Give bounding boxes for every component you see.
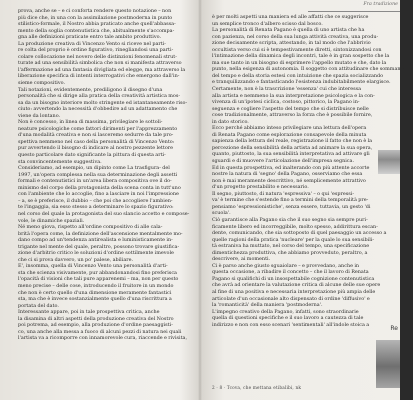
text-line: l'intimazione della dinamica degli incontri, tale è in gran sospetto che la — [212, 53, 390, 60]
text-line: prova, anche se – e ci conforta rendere questo notazione – non — [18, 8, 172, 14]
text-line: in dato storico. — [212, 118, 249, 125]
text-line: trigante nel mente del quale, peraltro, possono trovare giustifica- — [18, 243, 180, 250]
text-line: tà estraniva ha muttato, nel corso del tempo, una specificazione — [212, 243, 370, 250]
text-line: del tempo e della storia estesi con intuizione che spazia socializzando — [212, 72, 384, 79]
text-line: stilistico-formale, il Nostro abbia praticato anche quell'abbassa- — [18, 21, 176, 28]
text-line: Consideriamo, ad esempio, un dipinto come La trasfigura- del — [18, 165, 170, 172]
text-line: 1997, un'opera complessa nella sua determinazione degli assetti — [18, 171, 178, 178]
text-line: punto, nella esigenza di autonomia. Il soggetto con attitudinare che sommamente — [212, 66, 413, 73]
text-line: colare collocazione nel novero delle distinzioni fenomenali strut- — [18, 53, 177, 60]
text-line: con pazienza, nel corso della sua lunga attività creativa, una produ- — [212, 33, 379, 40]
text-line: poi potrema, ad esempio, alla produzione d'ordine paesaggisti- — [18, 322, 173, 329]
text-line: Interessante appare, poi in tale prospettiva critica, anche — [18, 309, 160, 316]
text-line: pur avvertendo il bisogno di indicare al nostro pezzente lettore — [18, 145, 174, 152]
text-line: Il segno, piuttosto, di natura 'espressiva' – o qui 'espressi- — [212, 190, 354, 197]
text-line: personalità che si dirige alla pratica della creatività artistica mos- — [18, 93, 181, 100]
text-line: sieme compositivo. — [18, 80, 66, 87]
text-line: è per molti aspetti una maniera ed alle affatti che ce suggerisce — [212, 14, 369, 20]
text-line: minismo del corpo della protagonista della scena conta in tutt'uno — [18, 184, 181, 191]
text-line: spettiva nemmeno nel caso della personalità di Vincenzo Vento: — [18, 138, 175, 145]
text-line: che avrà ad orientare la valutazione critica di alcune delle sue opere — [212, 282, 381, 289]
text-line: ciuto: avvertendo la necessità d'obbedire ad un adattamento che — [18, 106, 178, 113]
text-line: l'opacità di visioni che tali pure apparenemi – ma, non per questo — [18, 276, 179, 283]
text-line: un semplice tronco d'albero scisso dal bosco. — [212, 20, 323, 27]
text-line: questa occasione, a ribadire il concetto – che il lavoro di Renata — [212, 269, 369, 276]
text-line: di Renata Pagano come esplorazione consapevole della minuta — [212, 131, 367, 138]
text-line: Ci è parso anche giusto sguaiolare – e provvedano, anche in — [212, 262, 360, 269]
photo-caption: Re — [390, 325, 398, 332]
text-line: zione d'arbitrio critico le soluzioni d'ordine sottilmente imevole — [18, 250, 174, 257]
text-line: questo particolare dato significante la pittura di questa arti- — [18, 152, 166, 159]
text-line: e tranquilizzando e fantasticando l'esistenza indubitabilmente elargisce. — [212, 79, 391, 86]
text-line: va' è termine che s'estende fino a termini della temporalità pre- — [212, 197, 369, 204]
text-line: Pagano si qualifichi di un insospettabile cognizione contenutistica — [212, 275, 375, 282]
photo-thumbnail-top — [378, 150, 400, 174]
text-line: Ecco perché abbiamo inteso privilegiare una lettura dell'opera — [212, 125, 367, 132]
text-line: sguardi e di muovere l'articolazione dell'impresa segnica. — [212, 158, 355, 165]
text-line: viene da lontano. — [18, 112, 61, 119]
text-line: zione decisamente scripta, attestando, in tal modo che l'abbrivio — [212, 40, 371, 47]
text-line: nostre la natura di 'segno' della Pagano, osserviamo che essa — [212, 171, 363, 178]
text-line: te l'ingaggia, sia esso stesso a determinare lo spazio figurativo: — [18, 204, 174, 211]
text-line: seguenza e cogliere l'aspetto del tempo che si distribuisce nelle — [212, 105, 369, 112]
text-line: Certamente, non è la trascrizione 'essenza' cui che interessa — [212, 86, 362, 93]
text-line: più dice che, in una con la assimilazione postmoderna in punto — [18, 14, 173, 21]
text-line: la 'romanticità' della maniera 'postmoderna'. — [212, 302, 323, 309]
text-line: ma sue tanto in un bisogno di esprimere l'appello mutato e che, dato la — [212, 59, 387, 66]
text-line: sta, ma che è invece sostanzialmente quello d'una riscrittura a — [18, 296, 172, 303]
text-line: meno precise – delle cose, introducendo il fruitore in un mondo — [18, 282, 174, 289]
text-line: percezione della sensibilità della artista ad animare la sua opera, — [212, 144, 373, 151]
text-line: d'una modalità creativa e non si lasceremo sedurre da tale pro- — [18, 132, 174, 139]
text-line: cose tradizionalmente, attraverso la forza che è possibile fornire, — [212, 112, 373, 119]
text-line: vivenza di un'ipotesi ciclica, costoso, pittorico, la Pagano in- — [212, 99, 360, 106]
text-line: vole, le dinamiche spaziali. — [18, 217, 85, 224]
right-page — [202, 0, 413, 400]
text-line: La personalità di Renata Pagano è quella di uno artista che ha — [212, 27, 365, 34]
text-line: occultista verso cui si è tempestivamente diretti, sintonizzandosi con — [212, 46, 382, 53]
text-line: al fine di una positiva e necessaria interpretazione più ampia delle — [212, 288, 376, 295]
text-line: l'artista va a ricomporre con innamorevole cura, riaccende e rivisita, — [18, 335, 188, 342]
text-line: sta che scienza visivamente, pur abbandonandosi fino preferisca — [18, 269, 177, 276]
text-line: La produzione creativa di Vincenzo Vento si riceve nel parti- — [18, 40, 166, 47]
text-line: brità l'opera come, la definizione dell'ascensione mentalmente mo- — [18, 230, 183, 237]
text-line: che ci si prova davvero, un po' palese, abiliare. — [18, 256, 134, 263]
text-line: turate ad una sensibilità simbolica che non si manifesta attraverso — [18, 60, 182, 67]
text-line: quelle ragioni della pratica 'nucleare' per la quale lo sua sensibili- — [212, 236, 375, 243]
text-line: alla artista e nemmeno la sua interpretazione psicologica e la con- — [212, 92, 375, 99]
text-line: indirizzo e non con esso scenari 'sentimentali' all'indole stoica a — [212, 321, 370, 328]
running-header: Fra tradizione — [308, 2, 400, 12]
text-line: – a, se è preferisce, il dubbio – che poi che accogliere l'ambien- — [18, 197, 173, 204]
text-line: gna alle definizioni praticate entro tale ambito produttivo. — [18, 34, 161, 41]
text-line: re colta del proprio è ordine figurativo, rinegliandosi una parti- — [18, 47, 174, 54]
text-line: che non è certo quello d'una dimensione meramente fantastici — [18, 289, 172, 296]
text-line: l'affermazione ad una fantasia divigliata ed elegge, ma attraverso la — [18, 66, 186, 73]
text-line: la disamina di altri aspetti della produzione creativa del Nostro — [18, 315, 174, 322]
page-footer: 2 · 8 · Tcova, che mettana etibalibi, nk — [212, 385, 302, 390]
text-line: sa da un bisogno interiore molto stringente ed istantaneamente riso- — [18, 99, 188, 106]
text-line: articolate d'un occasionale alto dispensato di ordine 'diffusivo' e — [212, 295, 370, 302]
text-line: Ciò garantisce alla Pagano sia che il suo segno sia sempre puri- — [212, 216, 368, 223]
text-line: E', insomma, quella di Vincenzo Vento una personalità d'arti- — [18, 263, 168, 270]
text-line: nel corso del quale la protagonista del suo slancio accetto e compose- — [18, 210, 190, 217]
text-line: mento della soglia contenutistica che, abitualmente s'accompa- — [18, 27, 175, 34]
left-page — [0, 0, 198, 400]
text-line: dimentichezza produttiva, che abbiamo provveduto, peraltro, a — [212, 249, 368, 256]
text-line: liberazione specifica di intenti interrogativi che emergono dall'in- — [18, 73, 180, 80]
text-line: Né meno giova, rispetto all'ordine compositivo di alle cala- — [18, 224, 163, 231]
left-page-text — [18, 8, 188, 342]
text-line: scuola'. — [212, 210, 231, 217]
text-line: ficamente libero ed incorreggibile, molto spesso, addirittura escan- — [212, 223, 378, 230]
text-line: Tali notazioni, evidentemente, prediligono il disegno d'una — [18, 86, 163, 93]
text-line: d'un progetto prestabilito e necessario. — [212, 184, 309, 191]
text-line: L'impegno creativo della Pagano, infatti, sono straordinarie — [212, 308, 359, 315]
photo-thumbnail-bottom — [376, 340, 400, 388]
text-line: dano compo ad un'tendenza antirealista e luministicamente in- — [18, 237, 173, 244]
text-line: sapienza della lettura del reale, registrazione il fatto che non è la — [212, 138, 373, 145]
text-line: descrivere, ai momenti. — [212, 256, 271, 263]
text-line: Non è concesso, in linea di massima, privilegiare le sottoli- — [18, 119, 163, 126]
text-line: Ed in questa prospettiva, ed inalterando con più attente accorte — [212, 164, 370, 171]
text-line: con l'ambiente che lo accoglie, fino a lasciare in noi l'impressione — [18, 191, 179, 198]
text-line: neature psicologiche come fattori dirimenti per l'apprezzamento — [18, 125, 178, 132]
text-line: sta convincentemente suggestiva. — [18, 158, 102, 165]
text-line: portata del dato. — [18, 302, 59, 309]
text-line: dente, comunicando, che sia sottoposto di quel paesaggio un accesso a — [212, 230, 387, 237]
right-page-text — [212, 14, 413, 328]
text-line: quella di questioni specifiche e il suo lavoro a cautezza di tale — [212, 315, 364, 322]
text-line: non è mai meramente descrittivo, né semplicemente attrattivo — [212, 177, 366, 184]
text-line: formali e contenutistici in un'area libera compositiva ove il do- — [18, 178, 172, 185]
text-line: quanto, piuttosto, la sua sensibilità interpretativa ad attivare gli — [212, 151, 370, 158]
text-line: co, una anche alla messa a fuoco di alcuni pezzi di natura nei quali — [18, 328, 182, 335]
text-line: pensiamo 'espressionistiche', senza essere, tuttavia, un gesto 'di — [212, 203, 371, 210]
